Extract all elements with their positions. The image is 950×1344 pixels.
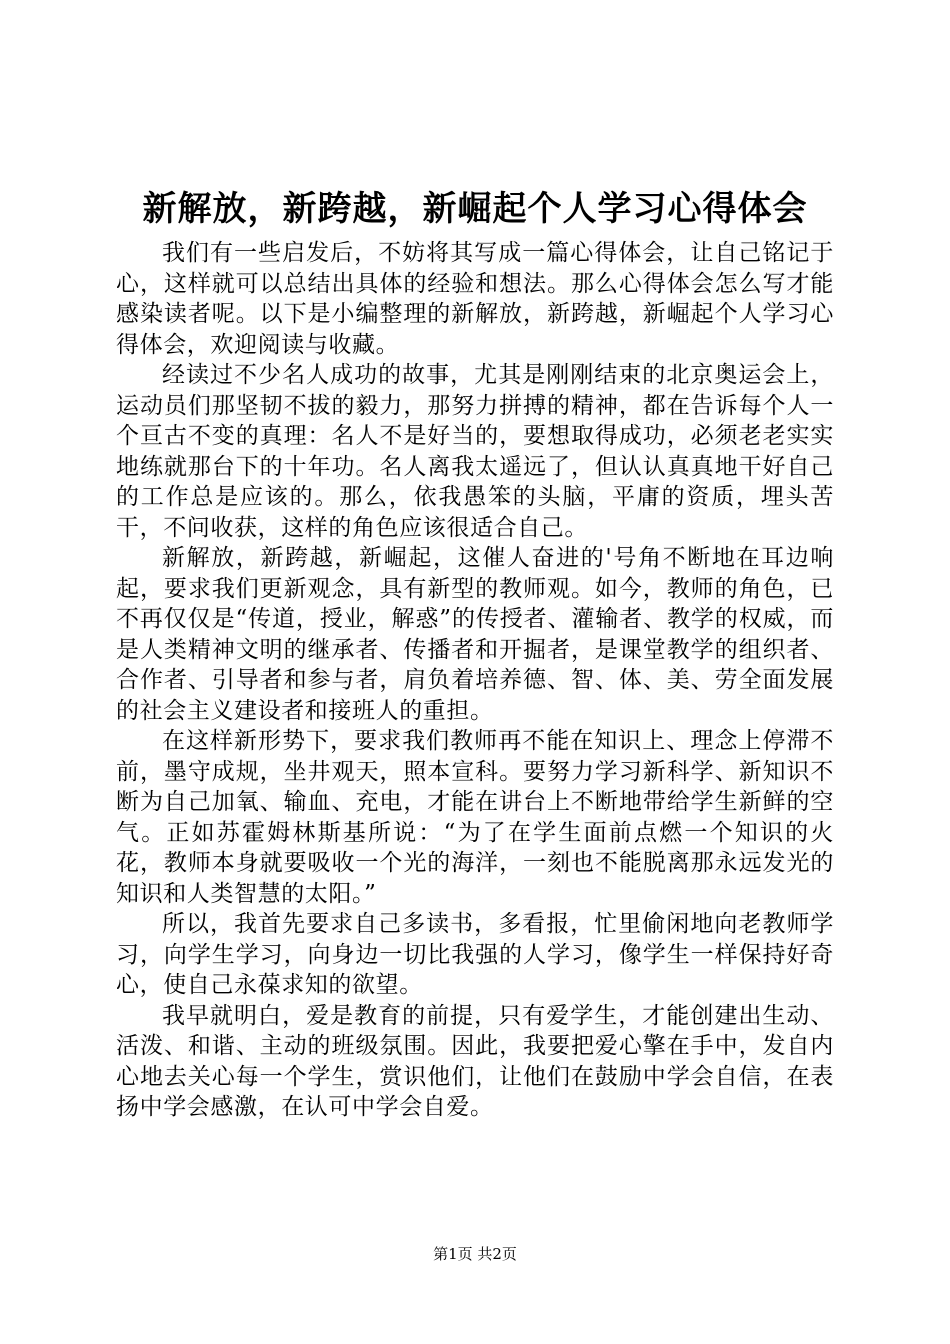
paragraph-6: 我早就明白，爱是教育的前提，只有爱学生，才能创建出生动、活泼、和谐、主动的班级氛围。因此，我要把爱心擎在手中，发自内心地去关心每一个学生，赏识他们，让他们在鼓励中学会自信，在表扬中学会感激，在认可中学会自爱。	[116, 1002, 834, 1120]
paragraph-2: 经读过不少名人成功的故事，尤其是刚刚结束的北京奥运会上，运动员们那坚韧不拔的毅力，那努力拼搏的精神，都在告诉每个人一个亘古不变的真理：名人不是好当的，要想取得成功，必须老老实实地练就那台下的十年功。名人离我太遥远了，但认认真真地干好自己的工作总是应该的。那么，依我愚笨的头脑，平庸的资质，埋头苦干，不问收获，这样的角色应该很适合自己。	[116, 362, 834, 541]
paragraph-5: 所以，我首先要求自己多读书，多看报，忙里偷闲地向老教师学习，向学生学习，向身边一切比我强的人学习，像学生一样保持好奇心，使自己永葆求知的欲望。	[116, 911, 834, 998]
paragraph-1: 我们有一些启发后，不妨将其写成一篇心得体会，让自己铭记于心，这样就可以总结出具体的经验和想法。那么心得体会怎么写才能感染读者呢。以下是小编整理的新解放，新跨越，新崛起个人学习心得体会，欢迎阅读与收藏。	[116, 240, 834, 358]
paragraph-3: 新解放，新跨越，新崛起，这催人奋进的'号角不断地在耳边响起，要求我们更新观念，具有新型的教师观。如今，教师的角色，已不再仅仅是“传道，授业，解惑”的传授者、灌输者、教学的权威，而是人类精神文明的继承者、传播者和开掘者，是课堂教学的组织者、合作者、引导者和参与者，肩负着培养德、智、体、美、劳全面发展的社会主义建设者和接班人的重担。	[116, 545, 834, 724]
page-title: 新解放，新跨越，新崛起个人学习心得体会	[142, 189, 808, 229]
paragraph-4: 在这样新形势下，要求我们教师再不能在知识上、理念上停滞不前，墨守成规，坐井观天，照本宣科。要努力学习新科学、新知识不断为自己加氧、输血、充电，才能在讲台上不断地带给学生新鲜的空气。正如苏霍姆林斯基所说：“为了在学生面前点燃一个知识的火花，教师本身就要吸收一个光的海洋，一刻也不能脱离那永远发光的知识和人类智慧的太阳。”	[116, 728, 834, 907]
article-body	[116, 238, 834, 1123]
page-footer: 第1页 共2页	[433, 1245, 517, 1263]
